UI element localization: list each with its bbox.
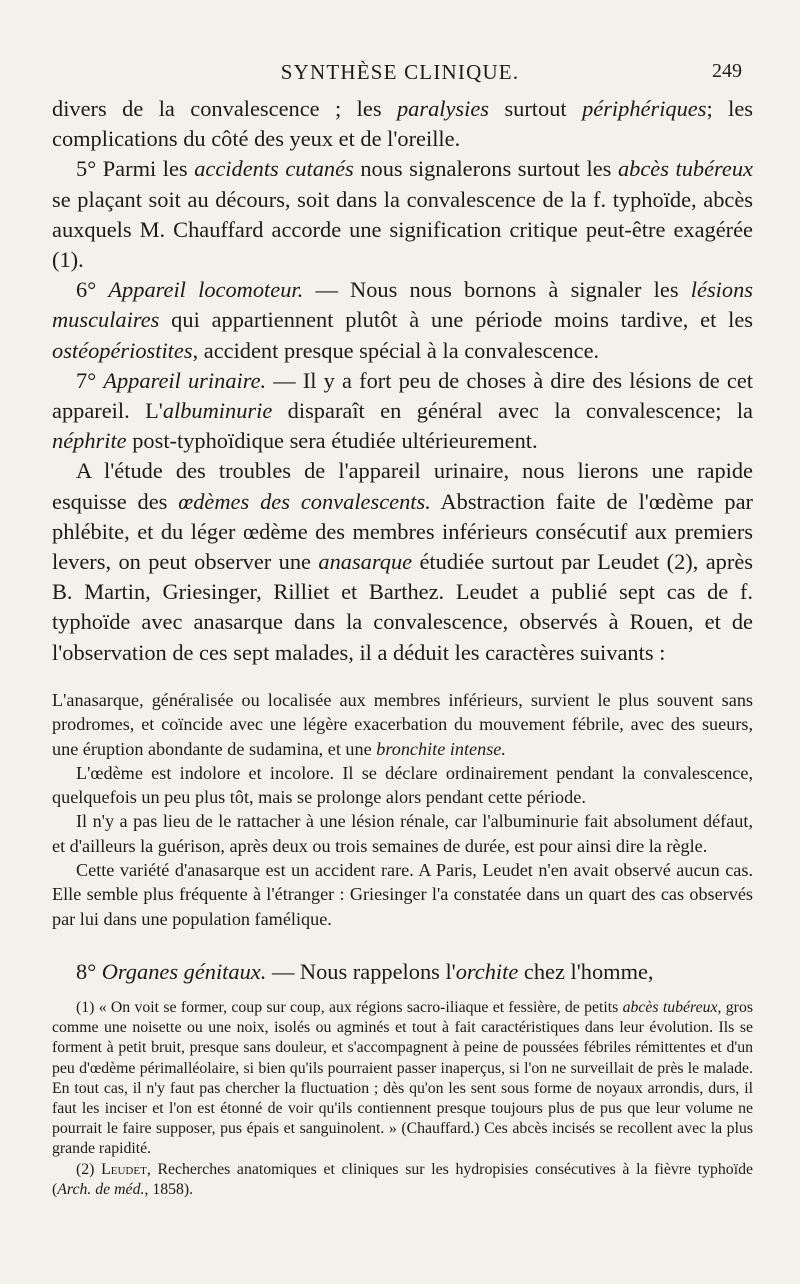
footnotes bbox=[52, 998, 753, 1200]
paragraph-convalescence-complications: divers de la convalescence ; les paralysies surtout périphériques; les complications du côté des yeux et de l'oreille. bbox=[52, 96, 753, 152]
main-text bbox=[52, 94, 753, 668]
footnote-2: (2) Leudet, Recherches anatomiques et cliniques sur les hydropisies consécutives à la fièvre typhoïde (Arch. de méd., 1858). bbox=[52, 1160, 753, 1198]
page-header bbox=[0, 48, 800, 88]
paragraph-urinary-apparatus: 7° Appareil urinaire. — Il y a fort peu de choses à dire des lésions de cet appareil. L'albuminurie disparaît en général avec la convalescence; la néphrite post-typhoïdique sera étudiée ultérieurement. bbox=[52, 367, 753, 454]
paragraph-cutaneous-accidents: 5° Parmi les accidents cutanés nous signalerons surtout les abcès tubéreux se plaçant soit au décours, soit dans la convalescence de la f. typhoïde, abcès auxquels M. Chauffard accorde une signification critique peut-être exagérée (1). bbox=[52, 156, 753, 273]
section-genital-organs bbox=[52, 957, 753, 987]
quote-paragraph: L'œdème est indolore et incolore. Il se déclare ordinairement pendant la convalescence, quelquefois un peu plus tôt, mais se prolonge alors pendant cette période. bbox=[52, 762, 753, 808]
quoted-passage bbox=[52, 688, 753, 931]
paragraph-oedema-convalescents: A l'étude des troubles de l'appareil urinaire, nous lierons une rapide esquisse des œdèmes des convalescents. Abstraction faite de l'œdème par phlébite, et du léger œdème des membres inférieurs consécutif aux premiers levers, on peut observer une anasarque étudiée surtout par Leudet (2), après B. Martin, Griesinger, Rilliet et Barthez. Leudet a publié sept cas de f. typhoïde avec anasarque dans la convalescence, observés à Rouen, et de l'observation de ces sept malades, il a déduit les caractères suivants : bbox=[52, 458, 753, 665]
quote-paragraph: Cette variété d'anasarque est un accident rare. A Paris, Leudet n'en avait observé aucun cas. Elle semble plus fréquente à l'étranger : Griesinger l'a constatée dans un quart des cas observés par lui dans une population famélique. bbox=[52, 860, 753, 929]
running-title: SYNTHÈSE CLINIQUE. bbox=[280, 60, 520, 84]
page-number: 249 bbox=[712, 60, 742, 82]
paragraph-locomotor-apparatus: 6° Appareil locomoteur. — Nous nous bornons à signaler les lésions musculaires qui appartiennent plutôt à une période moins tardive, et les ostéopériostites, accident presque spécial à la convalescence. bbox=[52, 277, 753, 363]
footnote-1: (1) « On voit se former, coup sur coup, aux régions sacro-iliaque et fessière, de petits abcès tubéreux, gros comme une noisette ou une noix, isolés ou agminés et tout à fait caractéristiques dans leur évolution. Ils se forment à petit bruit, presque sans douleur, et s'accompagnent à peine de poussées fébriles rémittentes et d'un peu d'œdème périmalléolaire, si bien qu'ils pourraient passer inaperçus, si l'on ne surveillait de près le malade. En tout cas, il n'y faut pas chercher la fluctuation ; dès qu'on les sent sous forme de noyaux arrondis, durs, il faut les inciser et l'on est étonné de voir qu'ils contiennent presque toujours plus de pus que leur volume ne pourrait le faire supposer, pus épais et sanguinolent. » (Chauffard.) Ces abcès incisés se recollent avec la plus grande rapidité. bbox=[52, 999, 753, 1158]
quote-paragraph: L'anasarque, généralisée ou localisée aux membres inférieurs, survient le plus souvent sans prodromes, et coïncide avec une légère exacerbation du mouvement fébrile, avec des sueurs, une éruption abondante de sudamina, et une bronchite intense. bbox=[52, 690, 753, 759]
paragraph-genital-organs: 8° Organes génitaux. — Nous rappelons l'orchite chez l'homme, bbox=[76, 959, 654, 984]
quote-paragraph: Il n'y a pas lieu de le rattacher à une lésion rénale, car l'albuminurie fait absolument défaut, et d'ailleurs la guérison, après deux ou trois semaines de durée, est pour ainsi dire la règle. bbox=[52, 811, 753, 856]
